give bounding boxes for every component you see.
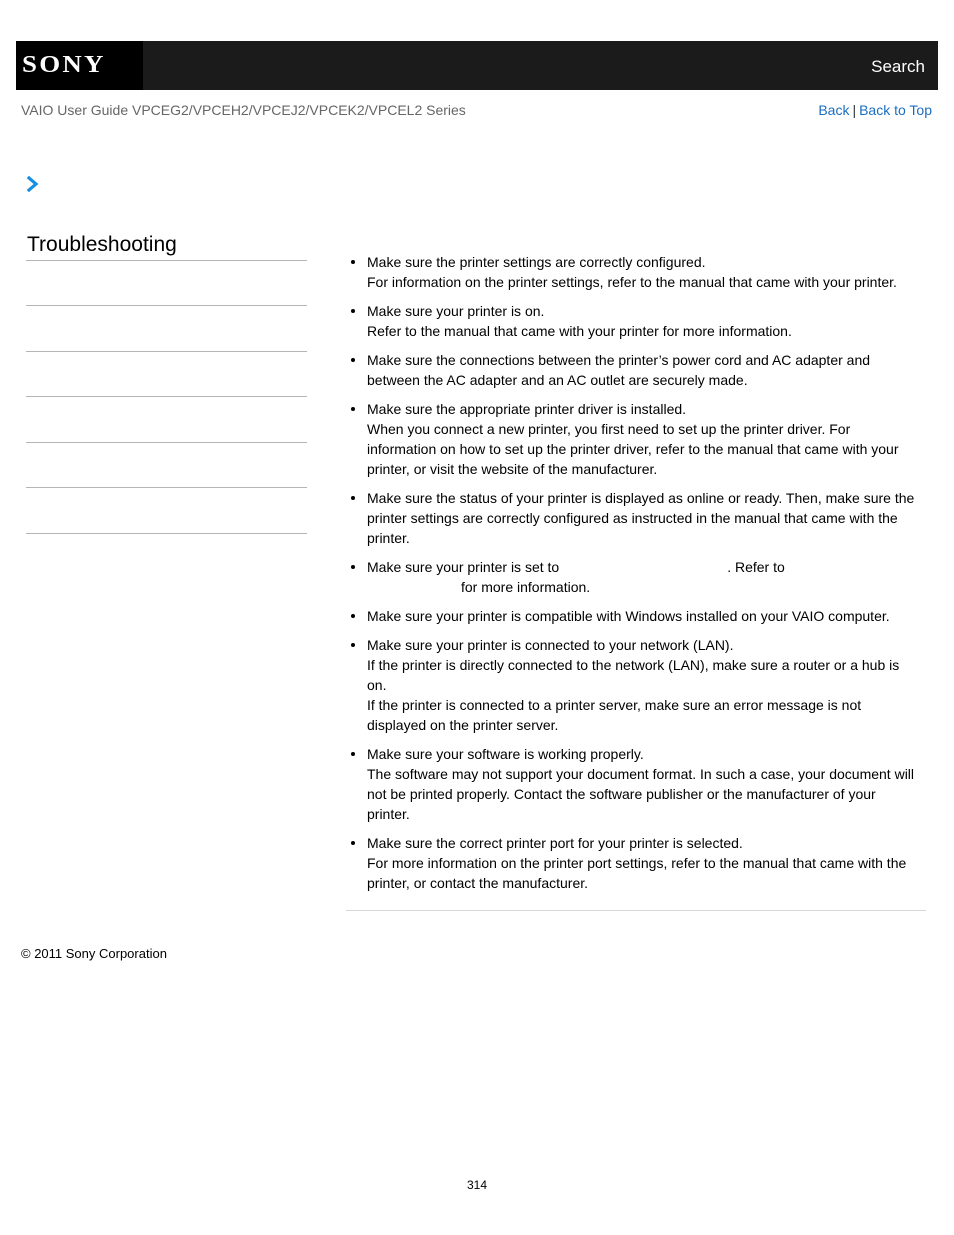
bullet-icon	[351, 752, 355, 756]
list-item	[346, 301, 926, 341]
item-text-line	[367, 557, 926, 577]
item-text: displayed on the printer server.	[367, 717, 559, 733]
guide-title: VAIO User Guide VPCEG2/VPCEH2/VPCEJ2/VPCEK2/VPCEL2 Series	[21, 102, 466, 118]
item-text: information on how to set up the printer driver, refer to the manual that came with your	[367, 441, 899, 457]
bullet-icon	[351, 309, 355, 313]
sidebar-divider	[26, 442, 307, 443]
content-divider	[346, 910, 926, 911]
sony-logo-text: SONY	[22, 52, 106, 78]
list-item	[346, 399, 926, 479]
item-text: between the AC adapter and an AC outlet are securely made.	[367, 372, 748, 388]
copyright: © 2011 Sony Corporation	[21, 946, 167, 961]
item-text: For more information on the printer port settings, refer to the manual that came with the	[367, 855, 907, 871]
item-text: If the printer is connected to a printer server, make sure an error message is not	[367, 697, 862, 713]
sidebar-title: Troubleshooting	[27, 233, 177, 256]
item-text: The software may not support your document format. In such a case, your document will	[367, 766, 915, 782]
main-content	[346, 252, 926, 902]
list-item	[346, 833, 926, 893]
item-text: Make sure the connections between the printer’s power cord and AC adapter and	[367, 352, 871, 368]
item-text: For information on the printer settings, refer to the manual that came with your printer.	[367, 274, 897, 290]
chevron-right-icon[interactable]	[26, 175, 40, 193]
bullet-icon	[351, 407, 355, 411]
item-text: . Refer to	[727, 559, 785, 575]
item-text: printer settings are correctly configured as instructed in the manual that came with the	[367, 510, 898, 526]
list-item	[346, 350, 926, 390]
nav-separator: |	[852, 102, 857, 118]
bullet-icon	[351, 565, 355, 569]
item-text: If the printer is directly connected to the network (LAN), make sure a router or a hub is	[367, 657, 900, 673]
bullet-icon	[351, 496, 355, 500]
item-text: Refer to the manual that came with your printer for more information.	[367, 323, 792, 339]
item-text: on.	[367, 677, 387, 693]
back-link[interactable]: Back	[818, 102, 850, 118]
list-item	[346, 488, 926, 548]
sidebar-divider	[26, 351, 307, 352]
page-number: 314	[466, 1178, 488, 1192]
sony-logo[interactable]	[16, 41, 143, 90]
search-button[interactable]: Search	[871, 57, 925, 76]
item-text: for more information.	[461, 579, 591, 595]
item-text: Make sure your printer is connected to your network (LAN).	[367, 637, 734, 653]
top-header-bar	[16, 41, 938, 90]
bullet-icon	[351, 614, 355, 618]
back-to-top-link[interactable]: Back to Top	[859, 102, 932, 118]
sidebar-divider	[26, 305, 307, 306]
bullet-icon	[351, 358, 355, 362]
item-text: printer, or contact the manufacturer.	[367, 875, 589, 891]
item-text: Make sure the appropriate printer driver is installed.	[367, 401, 687, 417]
item-text: Make sure your software is working properly.	[367, 746, 644, 762]
item-text: Make sure your printer is set to	[367, 559, 560, 575]
item-text: Make sure your printer is compatible with Windows installed on your VAIO computer.	[367, 608, 890, 624]
item-text: Make sure the correct printer port for your printer is selected.	[367, 835, 743, 851]
item-text: Make sure the status of your printer is displayed as online or ready. Then, make sure the	[367, 490, 915, 506]
list-item	[346, 744, 926, 824]
item-text-line	[367, 577, 926, 597]
bullet-icon	[351, 643, 355, 647]
sidebar-divider	[26, 396, 307, 397]
list-item	[346, 557, 926, 597]
sidebar-divider	[26, 487, 307, 488]
item-text: printer.	[367, 806, 410, 822]
sidebar-divider	[26, 260, 307, 261]
item-text: When you connect a new printer, you first need to set up the printer driver. For	[367, 421, 851, 437]
item-text: Make sure your printer is on.	[367, 303, 545, 319]
list-item	[346, 635, 926, 735]
item-text: Make sure the printer settings are correctly configured.	[367, 254, 706, 270]
sidebar-divider	[26, 533, 307, 534]
bullet-icon	[351, 260, 355, 264]
checklist	[346, 252, 926, 893]
item-text: printer, or visit the website of the manufacturer.	[367, 461, 658, 477]
item-text: not be printed properly. Contact the software publisher or the manufacturer of your	[367, 786, 876, 802]
list-item	[346, 252, 926, 292]
nav-links	[818, 102, 932, 118]
list-item	[346, 606, 926, 626]
item-text: printer.	[367, 530, 410, 546]
bullet-icon	[351, 841, 355, 845]
